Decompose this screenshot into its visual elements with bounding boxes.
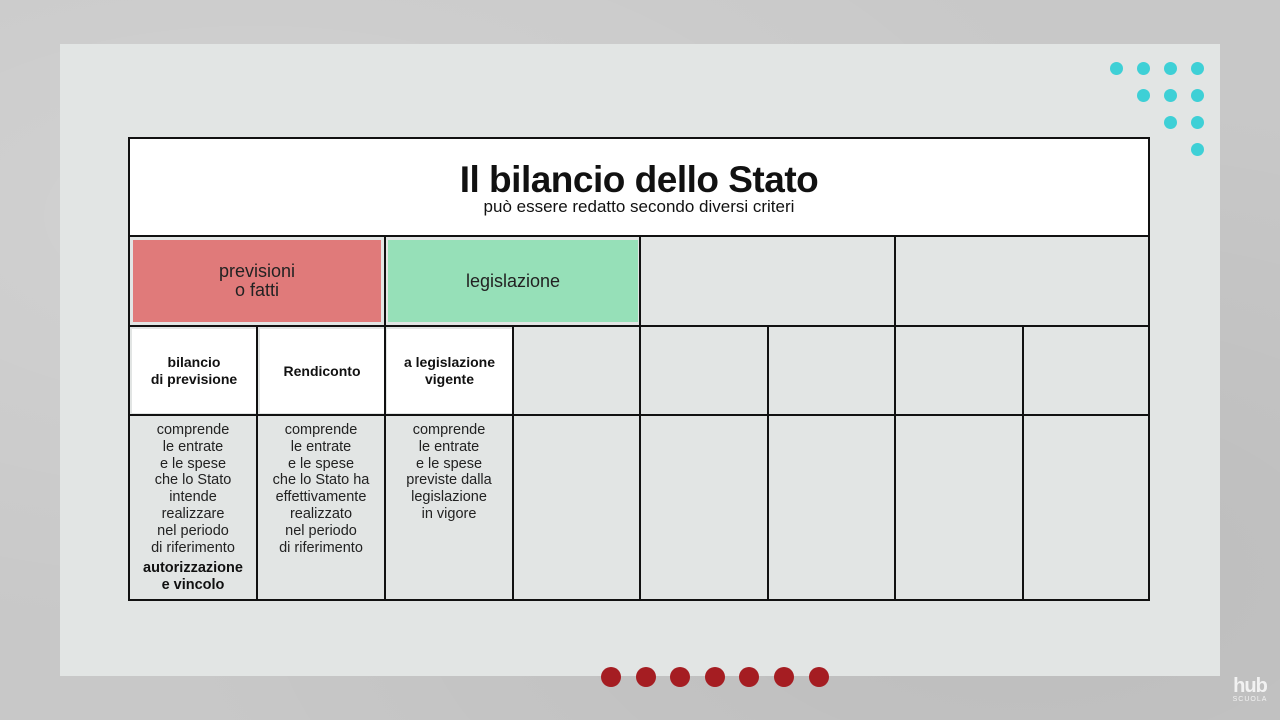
heading-rendiconto <box>260 329 384 413</box>
divider <box>894 416 896 599</box>
authorization-text: autorizzazione <box>143 560 243 577</box>
teal-dot <box>1164 116 1177 129</box>
description-line: previste dalla <box>406 472 492 489</box>
divider <box>1022 327 1024 414</box>
teal-dot <box>1110 62 1123 75</box>
divider <box>384 237 386 325</box>
description-line: le entrate <box>162 438 224 455</box>
description-line: realizzare <box>161 505 225 522</box>
authorization-text: e vincolo <box>161 577 225 594</box>
divider <box>639 416 641 599</box>
divider <box>512 416 514 599</box>
red-dot <box>636 667 656 687</box>
divider <box>256 416 258 599</box>
teal-dot <box>1137 89 1150 102</box>
category-label: previsioni <box>218 261 296 281</box>
red-dot <box>774 667 794 687</box>
description-line: legislazione <box>411 489 487 506</box>
heading-text: Rendiconto <box>283 362 361 379</box>
heading-legislazione-vigente <box>387 329 512 413</box>
teal-dot <box>1191 89 1204 102</box>
description-line: di riferimento <box>279 539 363 556</box>
red-dot <box>601 667 621 687</box>
divider <box>894 237 896 325</box>
heading-text: a legislazione <box>403 354 496 370</box>
divider <box>639 327 641 414</box>
description-line: le entrate <box>418 438 480 455</box>
red-dot <box>809 667 829 687</box>
divider <box>1022 416 1024 599</box>
divider <box>894 327 896 414</box>
red-dot <box>670 667 690 687</box>
heading-bilancio-previsione <box>132 329 256 413</box>
category-label: legislazione <box>465 270 561 291</box>
category-previsioni <box>133 240 381 322</box>
description-line: effettivamente <box>275 489 367 506</box>
page-title: Il bilancio dello Stato <box>459 159 819 200</box>
red-dot <box>705 667 725 687</box>
categories-row <box>130 237 1148 327</box>
description-legislazione-vigente <box>386 422 512 523</box>
teal-dot <box>1164 89 1177 102</box>
description-line: che lo Stato <box>154 472 232 489</box>
divider <box>639 237 641 325</box>
category-label: o fatti <box>234 280 279 300</box>
logo-brand: hub <box>1233 675 1267 697</box>
description-line: nel periodo <box>157 522 229 539</box>
description-line: comprende <box>412 422 486 438</box>
teal-dot <box>1191 116 1204 129</box>
description-line: di riferimento <box>151 539 235 556</box>
description-line: comprende <box>284 422 358 438</box>
description-line: nel periodo <box>285 522 357 539</box>
logo-sub: SCUOLA <box>1232 696 1268 703</box>
teal-dot <box>1164 62 1177 75</box>
descriptions-row <box>130 416 1148 599</box>
heading-text: bilancio <box>167 354 221 370</box>
heading-text: di previsione <box>150 371 238 387</box>
title-box <box>130 139 1148 237</box>
heading-text: vigente <box>424 371 474 387</box>
teal-dot <box>1191 62 1204 75</box>
criteria-table <box>128 137 1150 601</box>
description-line: e le spese <box>287 455 355 472</box>
authorization-note <box>130 560 256 594</box>
divider <box>767 416 769 599</box>
category-legislazione <box>388 240 638 322</box>
page-subtitle: può essere redatto secondo diversi criteri <box>483 197 795 216</box>
red-dot <box>739 667 759 687</box>
description-line: intende <box>169 489 217 506</box>
teal-dot <box>1137 62 1150 75</box>
red-dots-decoration <box>600 667 840 689</box>
divider <box>767 327 769 414</box>
description-rendiconto <box>258 422 384 556</box>
hub-scuola-logo <box>1228 676 1272 706</box>
divider <box>512 327 514 414</box>
divider <box>384 327 386 414</box>
description-line: e le spese <box>415 455 483 472</box>
headings-row <box>130 327 1148 416</box>
divider <box>256 327 258 414</box>
teal-dot <box>1191 143 1204 156</box>
description-line: in vigore <box>421 505 477 522</box>
description-line: le entrate <box>290 438 352 455</box>
divider <box>384 416 386 599</box>
description-bilancio-previsione <box>130 422 256 594</box>
description-line: realizzato <box>289 505 353 522</box>
description-line: e le spese <box>159 455 227 472</box>
description-line: che lo Stato ha <box>272 472 370 489</box>
description-line: comprende <box>156 422 230 438</box>
